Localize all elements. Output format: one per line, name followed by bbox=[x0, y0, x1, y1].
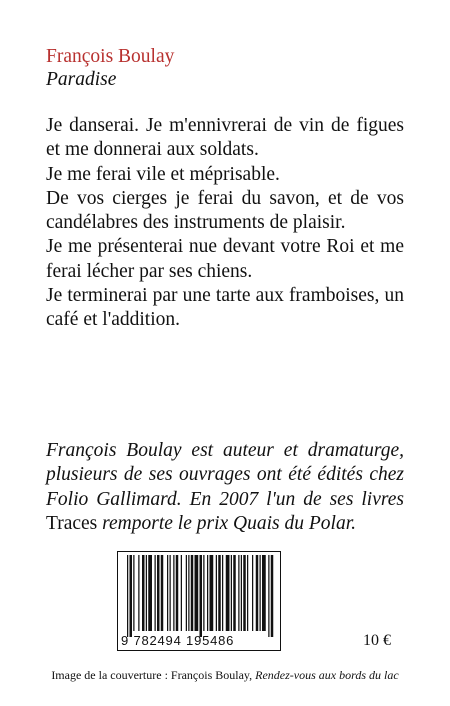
price: 10 € bbox=[363, 632, 391, 649]
barcode-bar bbox=[210, 555, 214, 631]
cover-credit-work: Rendez-vous aux bords du lac bbox=[255, 668, 399, 682]
barcode-bar bbox=[207, 555, 208, 631]
bio-text-2: remporte le prix Quais du Polar. bbox=[97, 512, 356, 534]
barcode-bar bbox=[157, 555, 160, 631]
author-name: François Boulay bbox=[46, 46, 175, 67]
barcode-bar bbox=[161, 555, 164, 631]
blurb-line: Je terminerai par une tarte aux framboises, un café et l'addition. bbox=[46, 285, 404, 331]
barcode-bar bbox=[200, 555, 203, 637]
barcode-bar bbox=[167, 555, 168, 631]
barcode-bar bbox=[173, 555, 174, 631]
barcode-bar bbox=[188, 555, 189, 631]
barcode-bar bbox=[133, 555, 134, 631]
barcode-bar bbox=[271, 555, 274, 637]
barcode-bar bbox=[186, 555, 187, 631]
barcode-bar bbox=[181, 555, 182, 631]
barcode-bar bbox=[238, 555, 239, 631]
barcode-bar bbox=[142, 555, 145, 631]
barcode-bar bbox=[231, 555, 232, 631]
cover-credit-label: Image de la couverture : François Boulay, bbox=[51, 668, 256, 682]
barcode-bar bbox=[260, 555, 261, 631]
blurb-line: Je danserai. Je m'ennivrerai de vin de figues et me donnerai aux soldats. bbox=[46, 115, 404, 161]
barcode-bar bbox=[247, 555, 248, 631]
barcode-bar bbox=[155, 555, 156, 631]
barcode-bar bbox=[252, 555, 253, 631]
barcode-bar bbox=[262, 555, 266, 631]
author-bio bbox=[46, 439, 404, 536]
barcode-bar bbox=[191, 555, 194, 631]
barcode-bar bbox=[148, 555, 152, 631]
barcode-bar bbox=[146, 555, 147, 631]
barcode-bar bbox=[243, 555, 246, 631]
barcode-bar bbox=[216, 555, 217, 631]
blurb-line: De vos cierges je ferai du savon, et de vos candélabres des instruments de plaisir. bbox=[46, 187, 404, 234]
bio-book-title: Traces bbox=[46, 512, 98, 534]
barcode-bar bbox=[218, 555, 221, 631]
barcode-bar bbox=[130, 555, 133, 637]
barcode-bar bbox=[226, 555, 230, 631]
barcode-bar bbox=[241, 555, 242, 631]
barcode-bar bbox=[138, 555, 139, 631]
barcode-bar bbox=[195, 555, 199, 631]
barcode-bar bbox=[203, 555, 204, 631]
barcode-bar bbox=[222, 555, 223, 631]
bio-text-1: François Boulay est auteur et dramaturge, plusieurs de ses ouvrages ont été édités chez Folio Gallimard. En 2007 l'un de ses livres bbox=[46, 440, 404, 510]
cover-credit bbox=[0, 668, 450, 683]
blurb-line: Je me ferai vile et méprisable. bbox=[46, 163, 280, 185]
back-cover-blurb bbox=[46, 114, 404, 333]
barcode-bar bbox=[256, 555, 259, 631]
isbn-number: 9 782494 195486 bbox=[121, 633, 235, 648]
barcode-bar bbox=[233, 555, 236, 631]
book-title: Paradise bbox=[46, 69, 117, 90]
barcode-bar bbox=[127, 555, 128, 637]
barcode-bar bbox=[268, 555, 269, 637]
blurb-line: Je me présenterai nue devant votre Roi et me ferai lécher par ses chiens. bbox=[46, 236, 404, 282]
barcode-bar bbox=[176, 555, 179, 631]
barcode-bar bbox=[170, 555, 171, 631]
